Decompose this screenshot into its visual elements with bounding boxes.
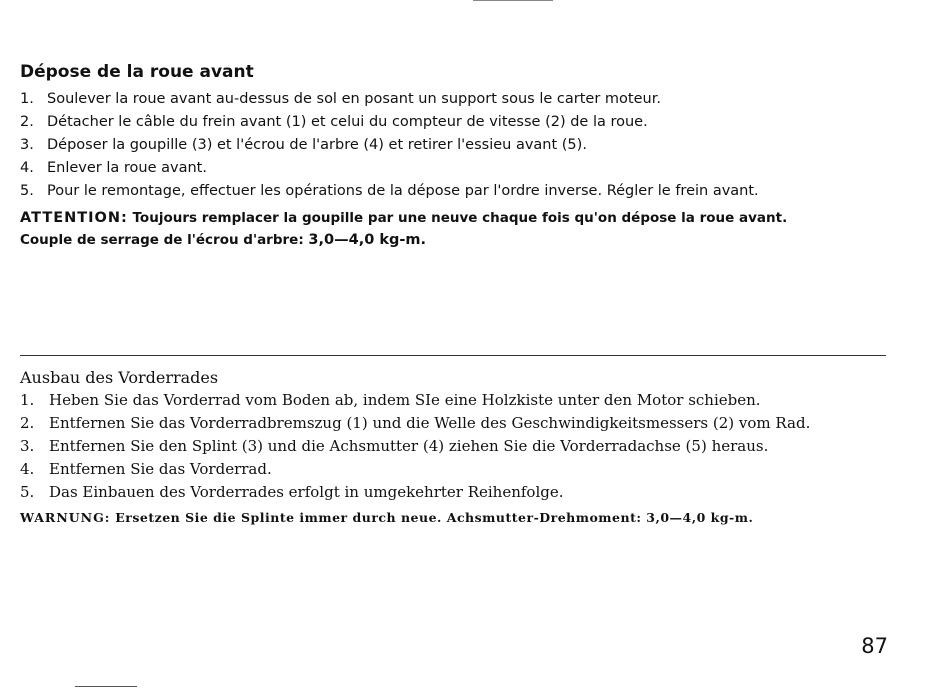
french-heading: Dépose de la roue avant <box>20 62 254 82</box>
step-text: Entfernen Sie den Splint (3) und die Achsmutter (4) ziehen Sie die Vorderradachse (5) heraus. <box>49 437 769 455</box>
step-text: Entfernen Sie das Vorderrad. <box>49 460 272 478</box>
french-torque-value: 3,0—4,0 kg-m. <box>308 232 427 248</box>
step-text: Déposer la goupille (3) et l'écrou de l'arbre (4) et retirer l'essieu avant (5). <box>47 137 587 153</box>
german-step-3 <box>20 435 900 458</box>
french-warning-text: Toujours remplacer la goupille par une neuve chaque fois qu'on dépose la roue avant. <box>132 210 788 226</box>
bottom-edge-line <box>75 686 137 687</box>
step-number: 4. <box>20 460 35 478</box>
french-torque <box>20 229 900 251</box>
french-steps-list <box>20 88 900 203</box>
french-step-4 <box>20 157 900 180</box>
step-text: Das Einbauen des Vorderrades erfolgt in umgekehrter Reihenfolge. <box>49 483 564 501</box>
step-text: Pour le remontage, effectuer les opérations de la dépose par l'ordre inverse. Régler le frein avant. <box>47 183 759 199</box>
step-number: 3. <box>20 137 34 153</box>
german-step-4 <box>20 458 900 481</box>
german-warning-label: WARNUNG: <box>20 510 111 525</box>
step-text: Enlever la roue avant. <box>47 160 207 176</box>
step-text: Heben Sie das Vorderrad vom Boden ab, indem SIe eine Holzkiste unter den Motor schieben. <box>49 391 761 409</box>
german-steps-list <box>20 389 900 504</box>
step-number: 1. <box>20 391 35 409</box>
step-number: 2. <box>20 414 35 432</box>
section-divider <box>20 355 886 356</box>
german-step-2 <box>20 412 900 435</box>
step-text: Entfernen Sie das Vorderradbremszug (1) und die Welle des Geschwindigkeitsmessers (2) vom Rad. <box>49 414 811 432</box>
french-torque-label: Couple de serrage de l'écrou d'arbre: <box>20 232 304 248</box>
german-step-1 <box>20 389 900 412</box>
german-section <box>20 368 900 529</box>
french-step-3 <box>20 134 900 157</box>
step-number: 5. <box>20 183 34 199</box>
french-step-1 <box>20 88 900 111</box>
german-heading: Ausbau des Vorderrades <box>20 368 219 387</box>
step-number: 1. <box>20 91 34 107</box>
step-text: Soulever la roue avant au-dessus de sol en posant un support sous le carter moteur. <box>47 91 661 107</box>
step-number: 4. <box>20 160 34 176</box>
page-number: 87 <box>861 634 888 658</box>
french-step-5 <box>20 180 900 203</box>
step-number: 5. <box>20 483 35 501</box>
german-warning <box>20 507 900 529</box>
french-step-2 <box>20 111 900 134</box>
french-section <box>20 62 900 251</box>
top-edge-line <box>473 0 553 1</box>
german-warning-text: Ersetzen Sie die Splinte immer durch neue. Achsmutter-Drehmoment: 3,0—4,0 kg-m. <box>115 510 754 525</box>
step-number: 3. <box>20 437 35 455</box>
german-step-5 <box>20 481 900 504</box>
french-warning-label: ATTENTION: <box>20 210 128 226</box>
french-warning <box>20 207 900 229</box>
step-number: 2. <box>20 114 34 130</box>
step-text: Détacher le câble du frein avant (1) et celui du compteur de vitesse (2) de la roue. <box>47 114 648 130</box>
